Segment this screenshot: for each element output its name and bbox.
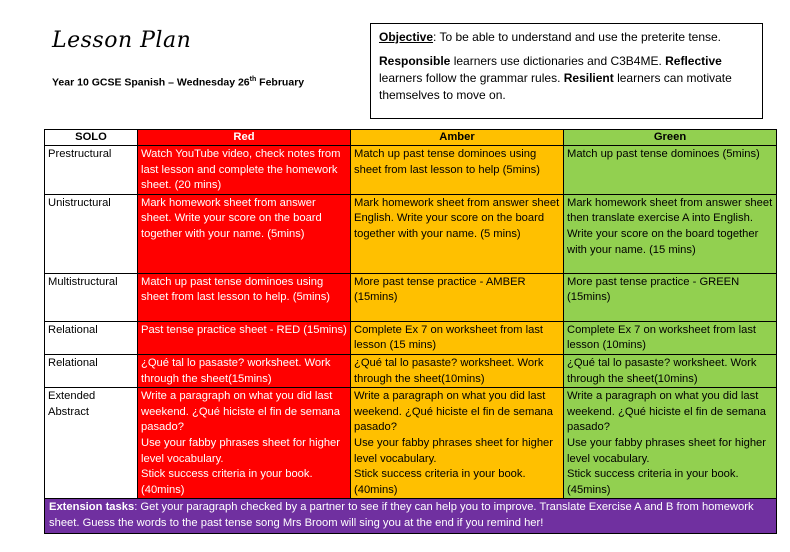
solo-cell: Extended Abstract [45,388,138,499]
solo-cell: Multistructural [45,273,138,321]
subtitle-sup: th [249,76,257,83]
amber-cell: Complete Ex 7 on worksheet from last lesson (15 mins) [351,321,564,354]
subtitle-text: Year 10 GCSE Spanish – Wednesday 26 [52,76,250,89]
green-cell: Match up past tense dominoes (5mins) [564,146,777,195]
solo-cell: Unistructural [45,194,138,273]
red-cell: Write a paragraph on what you did last weekend. ¿Qué hiciste el fin de semana pasado? Use your fabby phrases sheet for higher level vocabulary. Stick success criteria in your book. (40mins) [138,388,351,499]
green-cell: Complete Ex 7 on worksheet from last lesson (10mins) [564,321,777,354]
table-row [45,273,777,321]
amber-cell: Write a paragraph on what you did last weekend. ¿Qué hiciste el fin de semana pasado? Use your fabby phrases sheet for higher level vocabulary. Stick success criteria in your book. (40mins) [351,388,564,499]
lesson-table [44,129,777,534]
table-row [45,388,777,499]
header-red: Red [138,130,351,146]
table-row [45,194,777,273]
solo-cell: Prestructural [45,146,138,195]
red-cell: Watch YouTube video, check notes from last lesson and complete the homework sheet. (20 mins) [138,146,351,195]
header-solo: SOLO [45,130,138,146]
extension-cell [45,499,777,533]
green-cell: ¿Qué tal lo pasaste? worksheet. Work through the sheet(10mins) [564,354,777,387]
header-green: Green [564,130,777,146]
reflective-label: Reflective [665,54,722,68]
reflective-text: learners follow the grammar rules. [379,71,564,85]
amber-cell: Mark homework sheet from answer sheet English. Write your score on the board together with your name. (5 mins) [351,194,564,273]
amber-cell: Match up past tense dominoes using sheet from last lesson to help (5mins) [351,146,564,195]
extension-text: : Get your paragraph checked by a partner to see if they can help you to improve. Translate Exercise A and B from homework sheet. Guess the words to the past tense song Mrs Broom will sing you at the end if you remind her! [49,501,754,529]
page-title: Lesson Plan [52,28,192,53]
extension-row [45,499,777,533]
red-cell: Mark homework sheet from answer sheet. Write your score on the board together with your name. (5mins) [138,194,351,273]
objective-line [379,29,754,46]
resilient-text: learners can motivate themselves to move on. [379,71,732,102]
responsible-text: learners use dictionaries and C3B4ME. [450,54,666,68]
table-row [45,321,777,354]
red-cell: ¿Qué tal lo pasaste? worksheet. Work through the sheet(15mins) [138,354,351,387]
green-cell: Mark homework sheet from answer sheet then translate exercise A into English. Write your score on the board together with your name. (15 mins) [564,194,777,273]
red-cell: Match up past tense dominoes using sheet from last lesson to help. (5mins) [138,273,351,321]
header-amber: Amber [351,130,564,146]
solo-cell: Relational [45,354,138,387]
responsible-label: Responsible [379,54,451,68]
learner-traits [379,53,754,104]
extension-label: Extension tasks [49,501,135,514]
objective-label: Objective [379,30,434,44]
lesson-subtitle [52,76,304,89]
table-header-row [45,130,777,146]
amber-cell: ¿Qué tal lo pasaste? worksheet. Work through the sheet(10mins) [351,354,564,387]
table-row [45,146,777,195]
resilient-label: Resilient [563,71,614,85]
amber-cell: More past tense practice - AMBER (15mins) [351,273,564,321]
objective-text: : To be able to understand and use the preterite tense. [433,30,722,44]
subtitle-tail: February [256,76,305,89]
solo-cell: Relational [45,321,138,354]
table-row [45,354,777,387]
objective-box [370,23,763,119]
green-cell: Write a paragraph on what you did last weekend. ¿Qué hiciste el fin de semana pasado? Use your fabby phrases sheet for higher level vocabulary. Stick success criteria in your book. (45mins) [564,388,777,499]
green-cell: More past tense practice - GREEN (15mins) [564,273,777,321]
red-cell: Past tense practice sheet - RED (15mins) [138,321,351,354]
